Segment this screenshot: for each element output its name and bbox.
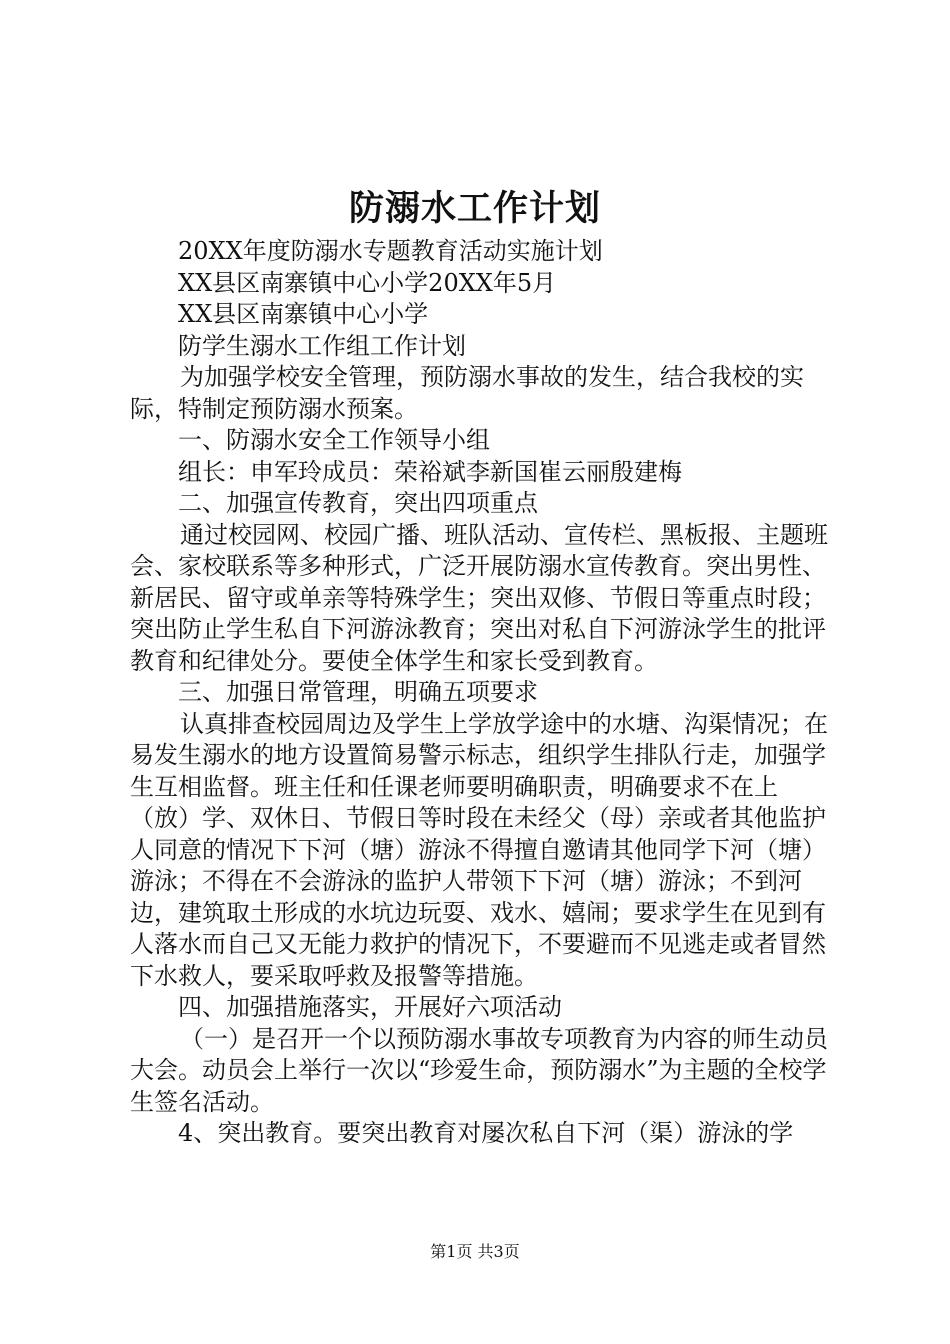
paragraph-item-4: 4、突出教育。要突出教育对屡次私自下河（渠）游泳的学 — [178, 1119, 794, 1147]
paragraph-activity-1: （一）是召开一个以预防溺水事故专项教育为内容的师生动员大会。动员会上举行一次以“珍爱生命，预防溺水”为主题的全校学生签名活动。 — [130, 1024, 828, 1116]
document-body — [130, 236, 830, 1150]
section-heading-3: 三、加强日常管理，明确五项要求 — [178, 678, 538, 706]
section-heading-2: 二、加强宣传教育，突出四项重点 — [178, 489, 538, 517]
paragraph-plan-name: 20XX年度防溺水专题教育活动实施计划 — [178, 237, 603, 265]
section-heading-1: 一、防溺水安全工作领导小组 — [178, 426, 490, 454]
paragraph-management: 认真排查校园周边及学生上学放学途中的水塘、沟渠情况；在易发生溺水的地方设置简易警示标志，组织学生排队行走，加强学生互相监督。班主任和任课老师要明确职责，明确要求不在上（放）学、双休日、节假日等时段在未经父（母）亲或者其他监护人同意的情况下下河（塘）游泳不得擅自邀请其他同学下河（塘）游泳；不得在不会游泳的监护人带领下下河（塘）游泳；不到河边，建筑取土形成的水坑边玩耍、戏水、嬉闹；要求学生在见到有人落水而自己又无能力救护的情况下，不要避而不见逃走或者冒然下水救人，要采取呼救及报警等措施。 — [130, 709, 828, 990]
paragraph-school-date: XX县区南寨镇中心小学20XX年5月 — [178, 268, 557, 297]
paragraph-subtitle: 防学生溺水工作组工作计划 — [178, 331, 466, 360]
paragraph-intro: 为加强学校安全管理，预防溺水事故的发生，结合我校的实际，特制定预防溺水预案。 — [130, 363, 804, 423]
page-footer: 第1页 共3页 — [430, 1242, 520, 1261]
paragraph-publicity: 通过校园网、校园广播、班队活动、宣传栏、黑板报、主题班会、家校联系等多种形式，广泛开展防溺水宣传教育。突出男性、新居民、留守或单亲等特殊学生；突出双修、节假日等重点时段；突出防止学生私自下河游泳教育；突出对私自下河游泳学生的批评教育和纪律处分。要使全体学生和家长受到教育。 — [130, 520, 828, 675]
paragraph-school: XX县区南寨镇中心小学 — [178, 300, 429, 328]
paragraph-members: 组长：申军玲成员：荣裕斌李新国崔云丽殷建梅 — [178, 457, 682, 486]
document-title: 防溺水工作计划 — [348, 188, 601, 229]
section-heading-4: 四、加强措施落实，开展好六项活动 — [178, 993, 562, 1021]
